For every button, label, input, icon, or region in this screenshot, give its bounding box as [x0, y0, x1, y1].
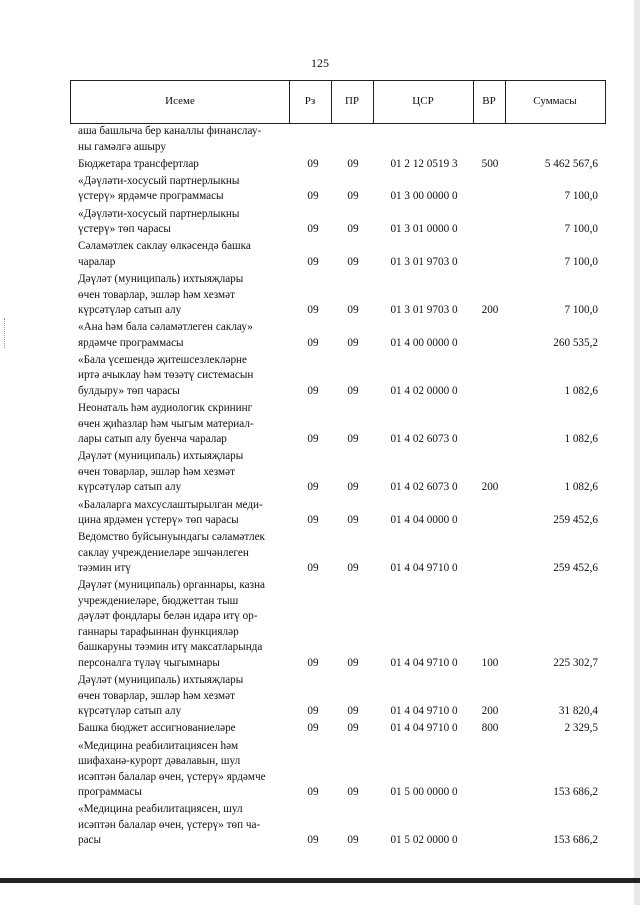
- table-row: [0, 802, 640, 849]
- table-row: [0, 530, 640, 577]
- row-csr: 01 3 00 0000 0: [390, 190, 458, 203]
- row-sum: 5 462 567,6: [544, 157, 598, 170]
- header-pr: ПР: [344, 95, 360, 107]
- row-sum: 259 452,6: [553, 562, 598, 575]
- description-line: Дәүләт (муниципаль) ихтыяҗлары: [78, 273, 244, 285]
- description-line: исәптән балалар өчен, үстерү» төп ча-: [78, 818, 261, 831]
- row-sum: 31 820,4: [558, 705, 598, 718]
- table-row: [0, 320, 640, 351]
- row-description: [78, 401, 288, 448]
- row-rz: 09: [307, 223, 319, 236]
- row-rz: 09: [307, 433, 319, 446]
- description-line: Башка бюджет ассигнованиеләре: [78, 722, 236, 735]
- description-line: тәэмин итү: [78, 562, 131, 575]
- row-rz: 09: [307, 255, 319, 268]
- row-csr: 01 4 04 9710 0: [390, 705, 458, 718]
- row-sum: 153 686,2: [553, 786, 598, 798]
- row-description: [78, 578, 288, 671]
- row-description: [78, 721, 288, 737]
- row-description: [78, 174, 288, 205]
- row-sum: 1 082,6: [564, 384, 598, 397]
- table-row: [0, 124, 640, 155]
- header-sum: Суммасы: [533, 95, 577, 107]
- row-pr: 09: [347, 656, 359, 669]
- description-line: өчен товарлар, эшләр һәм хезмәт: [78, 288, 235, 301]
- description-line: Дәүләт (муниципаль) ихтыяҗлары: [78, 674, 244, 687]
- description-line: дәүләт фондлары белән идарә итү ор-: [78, 610, 258, 623]
- row-csr: 01 4 00 0000 0: [390, 336, 458, 349]
- row-description: [78, 673, 288, 720]
- row-pr: 09: [347, 433, 359, 446]
- description-line: исәптән балалар өчен, үстерү» ярдәмче: [78, 770, 266, 783]
- row-csr: 01 4 02 6073 0: [390, 481, 458, 494]
- description-line: Ведомство буйсынуындагы сәламәтлек: [78, 531, 265, 544]
- row-csr: 01 5 02 0000 0: [390, 834, 458, 847]
- scan-edge: [634, 0, 640, 905]
- row-pr: 09: [347, 514, 359, 526]
- description-line: күрсәтүләр сатып алу: [78, 304, 182, 316]
- description-line: башкаруны тәэмин итү максатларында: [78, 641, 263, 654]
- row-pr: 09: [347, 157, 359, 170]
- row-pr: 09: [347, 705, 359, 718]
- row-description: [78, 530, 288, 577]
- description-line: өчен товарлар, эшләр һәм хезмәт: [78, 689, 235, 702]
- row-description: [78, 239, 288, 270]
- row-sum: 1 082,6: [564, 481, 598, 494]
- row-rz: 09: [307, 834, 319, 847]
- description-line: өчен товарлар, эшләр һәм хезмәт: [78, 465, 235, 478]
- row-csr: 01 4 04 9710 0: [390, 562, 458, 575]
- description-line: «Ана һәм бала сәламәтлеген саклау»: [78, 321, 253, 334]
- row-sum: 153 686,2: [553, 834, 598, 847]
- row-csr: 01 3 01 0000 0: [390, 223, 458, 236]
- description-line: Бюджетара трансфертлар: [78, 157, 199, 170]
- row-description: [78, 207, 288, 238]
- row-rz: 09: [307, 336, 319, 349]
- row-sum: 7 100,0: [564, 255, 598, 268]
- row-pr: 09: [347, 562, 359, 575]
- description-line: иртә ачыклау һәм төзәтү системасын: [78, 369, 254, 382]
- description-line: Неонаталь һәм аудиологик скрининг: [78, 402, 253, 415]
- header-csr: ЦСР: [412, 95, 434, 107]
- header-name: Исеме: [165, 95, 195, 107]
- margin-mark: [4, 318, 6, 348]
- description-line: үстерү» ярдәмче программасы: [78, 190, 224, 203]
- row-rz: 09: [307, 157, 319, 170]
- row-rz: 09: [307, 304, 319, 316]
- description-line: учреждениеләре, бюджеттан тыш: [78, 594, 239, 607]
- description-line: Дәүләт (муниципаль) органнары, казна: [78, 579, 266, 592]
- description-line: шифаханә-курорт дәвалавын, шул: [78, 755, 241, 767]
- row-pr: 09: [347, 722, 359, 735]
- row-sum: 7 100,0: [564, 304, 598, 316]
- row-description: [78, 320, 288, 351]
- header-vr: ВР: [482, 95, 496, 107]
- row-csr: 01 5 00 0000 0: [390, 786, 458, 798]
- row-sum: 2 329,5: [564, 722, 598, 735]
- row-sum: 260 535,2: [553, 336, 598, 349]
- description-line: программасы: [78, 786, 142, 798]
- row-sum: 259 452,6: [553, 514, 598, 526]
- page-number: 125: [311, 56, 329, 70]
- table-row: [0, 272, 640, 319]
- description-line: чаралар: [78, 255, 116, 268]
- row-rz: 09: [307, 722, 319, 735]
- table-row: [0, 401, 640, 448]
- table-row: [0, 157, 640, 173]
- description-line: расы: [78, 834, 102, 847]
- row-vr: 200: [481, 481, 499, 494]
- row-csr: 01 3 01 9703 0: [390, 304, 458, 316]
- row-rz: 09: [307, 481, 319, 494]
- table-row: [0, 498, 640, 529]
- description-line: «Бала үсешендә җитешсезлекләрне: [78, 353, 247, 366]
- description-line: цина ярдәмен үстерү» төп чарасы: [78, 514, 239, 526]
- description-line: ярдәмче программасы: [78, 336, 184, 349]
- header-rz: Рз: [304, 95, 316, 107]
- description-line: «Балаларга махсуслаштырылган меди-: [78, 498, 263, 511]
- row-rz: 09: [307, 384, 319, 397]
- row-description: [78, 802, 288, 849]
- description-line: персоналга түләү чыгымнары: [78, 656, 220, 669]
- description-line: үстерү» төп чарасы: [78, 223, 171, 236]
- table-row: [0, 721, 640, 737]
- row-vr: 200: [481, 705, 499, 718]
- row-pr: 09: [347, 255, 359, 268]
- row-csr: 01 3 01 9703 0: [390, 255, 458, 268]
- description-line: булдыру» төп чарасы: [78, 384, 180, 397]
- table-row: [0, 739, 640, 801]
- description-line: күрсәтүләр сатып алу: [78, 481, 182, 494]
- row-rz: 09: [307, 656, 319, 669]
- row-pr: 09: [347, 223, 359, 236]
- row-description: [78, 353, 288, 400]
- row-vr: 500: [481, 157, 499, 170]
- row-sum: 7 100,0: [564, 223, 598, 236]
- row-vr: 200: [481, 304, 499, 316]
- description-line: өчен җиһазлар һәм чыгым материал-: [78, 417, 254, 430]
- row-rz: 09: [307, 786, 319, 798]
- row-csr: 01 4 04 0000 0: [390, 514, 458, 526]
- table-row: [0, 673, 640, 720]
- description-line: аша башлыча бер каналлы финанслау-: [78, 125, 262, 137]
- row-rz: 09: [307, 705, 319, 718]
- row-rz: 09: [307, 562, 319, 575]
- row-pr: 09: [347, 190, 359, 203]
- description-line: лары сатып алу буенча чаралар: [78, 433, 227, 446]
- table-row: [0, 174, 640, 205]
- row-description: [78, 272, 288, 319]
- table-row: [0, 207, 640, 238]
- row-pr: 09: [347, 336, 359, 349]
- row-sum: 7 100,0: [564, 190, 598, 203]
- description-line: ны гамәлгә ашыру: [78, 140, 166, 153]
- row-vr: 800: [481, 722, 499, 735]
- row-sum: 225 302,7: [553, 656, 598, 669]
- description-line: Сәламәтлек саклау өлкәсендә башка: [78, 240, 251, 253]
- description-line: ганнары тарафыннан функцияләр: [78, 625, 239, 638]
- description-line: саклау учреждениеләре эшчәнлеген: [78, 546, 249, 559]
- scan-bottom-bar: [0, 878, 640, 883]
- table-row: [0, 353, 640, 400]
- row-csr: 01 2 12 0519 3: [390, 157, 458, 170]
- row-description: [78, 498, 288, 529]
- row-csr: 01 4 02 0000 0: [390, 384, 458, 397]
- description-line: Дәүләт (муниципаль) ихтыяҗлары: [78, 450, 244, 463]
- row-description: [78, 739, 288, 801]
- description-line: «Дәүләти-хосусый партнерлыкны: [78, 207, 240, 220]
- row-pr: 09: [347, 304, 359, 316]
- row-description: [78, 124, 288, 155]
- row-description: [78, 157, 288, 173]
- row-csr: 01 4 04 9710 0: [390, 722, 458, 735]
- table-header: [70, 80, 606, 124]
- row-pr: 09: [347, 481, 359, 494]
- table-row: [0, 578, 640, 671]
- description-line: «Медицина реабилитациясен, шул: [78, 803, 243, 816]
- row-rz: 09: [307, 514, 319, 526]
- row-csr: 01 4 04 9710 0: [390, 656, 458, 669]
- row-rz: 09: [307, 190, 319, 203]
- row-description: [78, 449, 288, 496]
- row-sum: 1 082,6: [564, 433, 598, 446]
- row-csr: 01 4 02 6073 0: [390, 433, 458, 446]
- row-vr: 100: [481, 656, 499, 669]
- description-line: «Медицина реабилитациясен һәм: [78, 739, 239, 752]
- description-line: «Дәүләти-хосусый партнерлыкны: [78, 174, 240, 187]
- row-pr: 09: [347, 786, 359, 798]
- description-line: күрсәтүләр сатып алу: [78, 705, 182, 718]
- table-row: [0, 449, 640, 496]
- row-pr: 09: [347, 834, 359, 847]
- table-row: [0, 239, 640, 270]
- row-pr: 09: [347, 384, 359, 397]
